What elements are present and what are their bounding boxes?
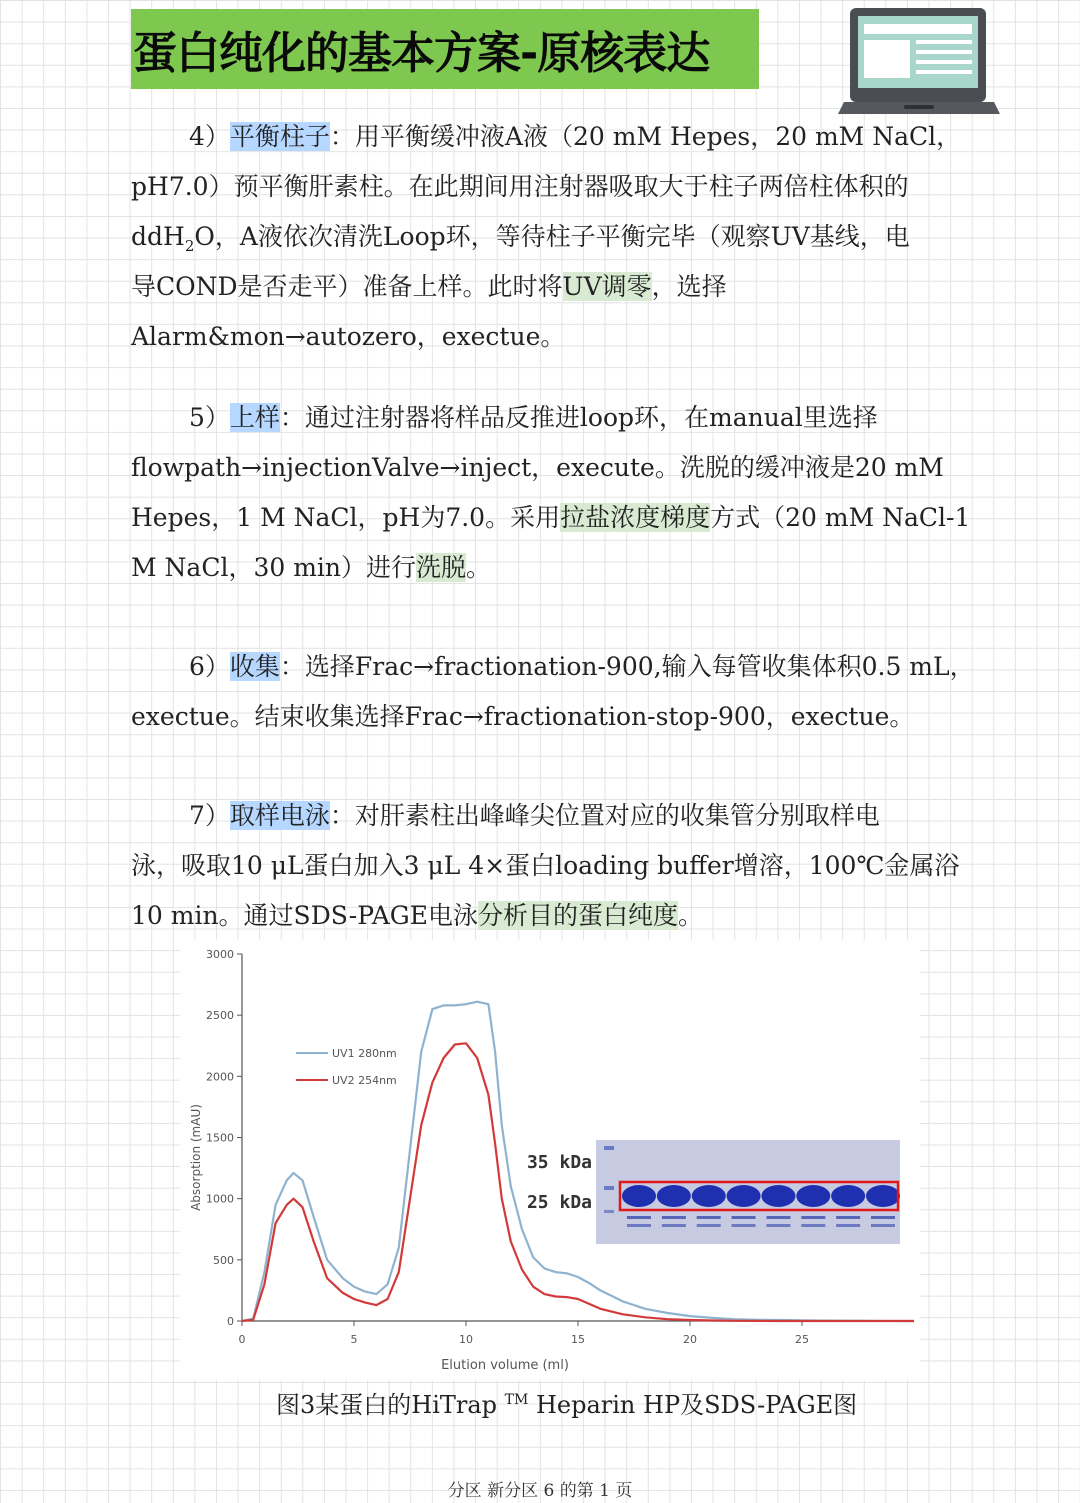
y-tick-label: 1000 [206,1192,234,1206]
page-title: 蛋白纯化的基本方案-原核表达 [133,28,710,79]
gel-band-minor [732,1216,756,1219]
keyword-highlight: 洗脱 [416,553,467,582]
text-segment: Alarm&mon→autozero，exectue。 [131,322,566,351]
laptop-icon [834,6,1004,122]
gel-band-target [692,1185,726,1207]
text-line [131,493,1016,543]
gel-band-target [761,1185,795,1207]
legend-label: UV1 280nm [332,1047,397,1060]
gel-band-minor [627,1216,651,1219]
text-line [131,162,1016,212]
text-segment: 。 [678,901,704,930]
gel-band-target [866,1185,900,1207]
gel-band-target [622,1185,656,1207]
text-segment: Hepes，1 M NaCl，pH为7.0。采用 [131,503,561,532]
x-tick-label: 5 [350,1333,358,1346]
gel-marker-band [604,1186,614,1190]
y-axis-label: Absorption (mAU) [189,1104,203,1211]
step-paragraph [131,642,1016,742]
gel-band-minor [662,1216,686,1219]
x-tick-label: 15 [571,1333,585,1346]
text-segment: 泳，吸取10 μL蛋白加入3 μL 4×蛋白loading buffer增溶，100℃金属浴 [131,851,960,880]
y-tick-label: 2000 [206,1070,234,1084]
gel-band-minor [801,1224,825,1227]
gel-band-target [796,1185,830,1207]
gel-band-minor [732,1224,756,1227]
step-paragraph [131,791,1016,941]
y-tick-label: 3000 [206,948,234,961]
text-segment: 。 [466,553,492,582]
caption-text-end: Heparin HP及SDS-PAGE图 [528,1391,858,1419]
gel-band-minor [766,1224,790,1227]
text-segment: ，选择 [651,272,727,301]
gel-band-minor [871,1224,895,1227]
gel-marker-label: 25 kDa [526,1192,592,1213]
text-line [131,112,1016,162]
text-line [131,543,1016,593]
caption-text: 图3某蛋白的HiTrap [276,1391,505,1419]
gel-band-minor [697,1216,721,1219]
text-line [131,692,1016,742]
caption-trademark: TM [504,1392,529,1408]
y-tick-label: 0 [227,1315,234,1328]
text-segment: flowpath→injectionValve→inject，execute。洗脱的缓冲液是20 mM [131,453,944,482]
legend-label: UV2 254nm [332,1074,397,1087]
gel-band-target [831,1185,865,1207]
x-tick-label: 10 [459,1333,473,1346]
text-segment: 7） [189,801,230,830]
text-line [131,642,1016,692]
title-banner [131,9,759,89]
gel-marker-band [604,1210,614,1213]
text-segment: ：对肝素柱出峰峰尖位置对应的收集管分别取样电 [329,801,880,830]
text-line [131,393,1016,443]
step-heading-highlight: 平衡柱子 [229,122,330,151]
gel-band-target [727,1185,761,1207]
gel-band-minor [766,1216,790,1219]
text-segment: 4） [189,122,230,151]
gel-band-minor [627,1224,651,1227]
keyword-highlight: UV调零 [562,272,652,301]
text-segment: 5） [189,403,230,432]
text-segment: ：选择Frac→fractionation-900,输入每管收集体积0.5 mL， [279,652,975,681]
text-segment: 导COND是否走平）准备上样。此时将 [131,272,563,301]
gel-band-minor [801,1216,825,1219]
text-segment: 6） [189,652,230,681]
step-paragraph [131,112,1016,362]
page-footer: 分区 新分区 6 的第 1 页 [447,1481,633,1501]
gel-marker-band [604,1146,614,1150]
gel-band-minor [662,1224,686,1227]
y-tick-label: 2500 [206,1009,234,1023]
gel-band-minor [697,1224,721,1227]
text-line [131,791,1016,841]
text-segment: M NaCl，30 min）进行 [131,553,417,582]
x-tick-label: 25 [795,1333,809,1346]
text-line [131,841,1016,891]
text-line [131,443,1016,493]
gel-band-minor [871,1216,895,1219]
keyword-highlight: 拉盐浓度梯度 [560,503,711,532]
text-line [131,312,1016,362]
text-segment: pH7.0）预平衡肝素柱。在此期间用注射器吸取大于柱子两倍柱体积的 [131,172,909,201]
x-tick-label: 0 [238,1333,246,1346]
text-line [131,891,1016,941]
text-segment: ：通过注射器将样品反推进loop环，在manual里选择 [279,403,878,432]
step-heading-highlight: 收集 [229,652,280,681]
gel-band-minor [836,1224,860,1227]
text-segment: 方式（20 mM NaCl-1 [710,503,971,532]
text-line [131,262,1016,312]
step-heading-highlight: 上样 [229,403,280,432]
gel-band-minor [836,1216,860,1219]
step-paragraph [131,393,1016,593]
text-segment: ddH [131,222,185,251]
y-tick-label: 1500 [206,1131,234,1145]
y-tick-label: 500 [213,1253,234,1267]
text-segment: 10 min。通过SDS-PAGE电泳 [131,901,479,930]
elution-chart [180,940,920,1384]
text-segment: exectue。结束收集选择Frac→fractionation-stop-900，exectue。 [131,702,915,731]
gel-band-target [657,1185,691,1207]
text-segment: ：用平衡缓冲液A液（20 mM Hepes，20 mM NaCl， [329,122,962,151]
text-segment: O，A液依次清洗Loop环，等待柱子平衡完毕（观察UV基线，电 [194,222,910,251]
step-heading-highlight: 取样电泳 [229,801,330,830]
x-tick-label: 20 [683,1333,697,1346]
figure-caption [276,1385,857,1420]
keyword-highlight: 分析目的蛋白纯度 [478,901,679,930]
gel-marker-label: 35 kDa [526,1152,592,1173]
text-line [131,212,1016,262]
subscript: 2 [184,237,195,255]
x-axis-label: Elution volume (ml) [441,1358,569,1373]
